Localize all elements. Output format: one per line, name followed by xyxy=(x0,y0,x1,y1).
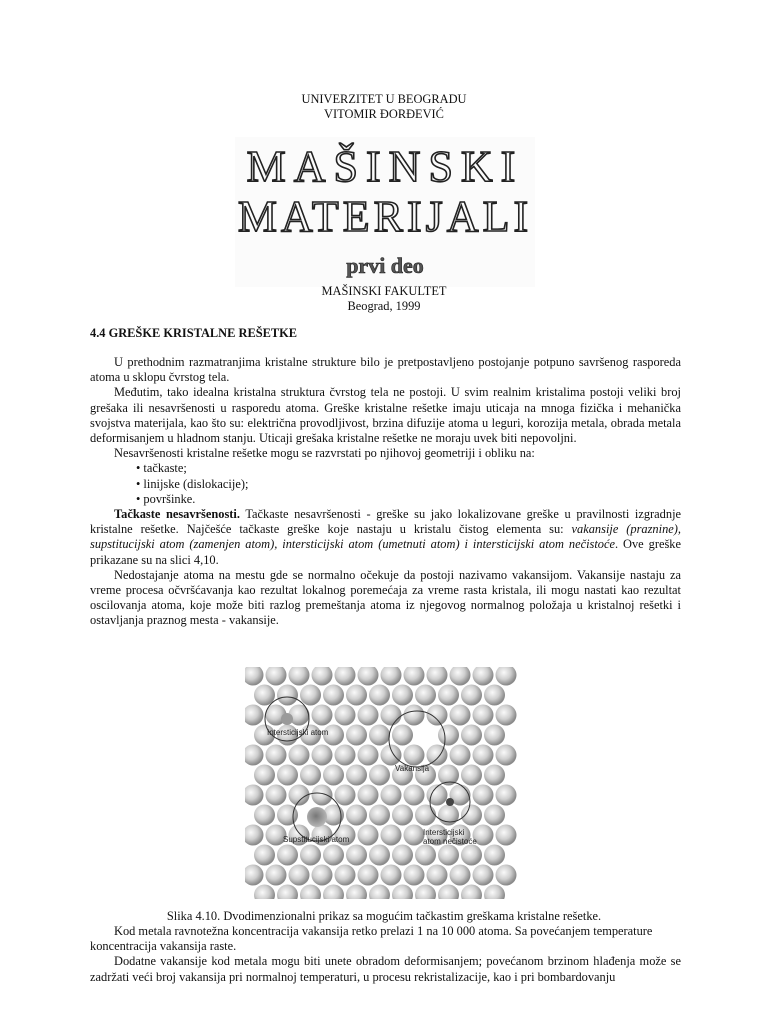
lattice-atom xyxy=(289,745,310,766)
lattice-atom xyxy=(312,705,333,726)
lattice-atom xyxy=(369,765,390,786)
lattice-atom xyxy=(484,765,505,786)
lattice-atom xyxy=(245,825,264,846)
lattice-atom xyxy=(254,885,275,900)
lattice-illustration xyxy=(245,667,521,899)
lattice-atom xyxy=(266,785,287,806)
paragraph-6: Kod metala ravnotežna koncentracija vakansija retko prelazi 1 na 10 000 atoma. Sa povećanjem temperature xyxy=(114,924,653,938)
lattice-atom xyxy=(404,745,425,766)
lattice-atom xyxy=(484,685,505,706)
paragraph-4-text-b: . Ove greške prikazane su na slici 4,10. xyxy=(90,537,681,567)
lattice-atom xyxy=(496,705,517,726)
lattice-atom xyxy=(245,865,264,886)
lattice-atom xyxy=(266,745,287,766)
lattice-atom xyxy=(312,785,333,806)
substitution-atom xyxy=(307,807,327,827)
lattice-atom xyxy=(392,725,413,746)
defect-type-list xyxy=(90,461,681,507)
lattice-atom xyxy=(312,865,333,886)
lattice-atom xyxy=(323,685,344,706)
lattice-atom xyxy=(358,785,379,806)
lattice-atom xyxy=(450,745,471,766)
paragraph-7: Dodatne vakansije kod metala mogu biti unete obradom deformisanjem; povećanom brzinom hlađenja može se zadržati veći broj vakansija pri normalnoj temperaturi, u procesu rekristalizacije, kao i pri bombardovanju xyxy=(90,954,681,984)
lattice-atom xyxy=(404,785,425,806)
label-substitution: Supstitucijski atom xyxy=(283,835,350,844)
lattice-atom xyxy=(346,765,367,786)
lattice-atom xyxy=(392,845,413,866)
logo-line1: MAŠINSKI xyxy=(246,142,524,191)
lattice-atom xyxy=(392,685,413,706)
lattice-atom xyxy=(254,845,275,866)
lattice-atom xyxy=(438,725,459,746)
lattice-atom xyxy=(346,685,367,706)
lattice-atom xyxy=(461,725,482,746)
lattice-atom xyxy=(381,825,402,846)
university-name: UNIVERZITET U BEOGRADU xyxy=(301,92,467,106)
lattice-atom xyxy=(358,865,379,886)
lattice-atom xyxy=(381,745,402,766)
lattice-atom xyxy=(289,865,310,886)
lattice-atom xyxy=(346,845,367,866)
paragraph-3: Nesavršenosti kristalne rešetke mogu se razvrstati po njihovoj geometriji i obliku na: xyxy=(114,446,535,461)
lattice-atom xyxy=(277,685,298,706)
lattice-atom xyxy=(335,745,356,766)
paragraph-4-bold: Tačkaste nesavršenosti. xyxy=(114,507,240,522)
paragraph-4 xyxy=(90,507,681,568)
book-title-logo-art xyxy=(235,137,535,287)
crystal-lattice-figure xyxy=(245,667,521,899)
lattice-atom xyxy=(277,765,298,786)
lattice-atom xyxy=(461,885,482,900)
paragraph-4-text-a: Tačkaste nesavršenosti - greške su jako lokalizovane greške u pravilnosti izgradnje kristalne rešetke. Najčešće tačkaste greške koje nastaju u kristalu čistog elementa su: xyxy=(90,507,682,537)
lattice-atom xyxy=(473,785,494,806)
body-text xyxy=(90,355,681,629)
lattice-atom xyxy=(461,765,482,786)
lattice-atom xyxy=(266,667,287,686)
lattice-atom xyxy=(346,805,367,826)
lattice-atom xyxy=(450,667,471,686)
lattice-atom xyxy=(335,705,356,726)
label-interstitial: Intersticijski atom xyxy=(267,728,329,737)
lattice-atom xyxy=(438,885,459,900)
place-year: Beograd, 1999 xyxy=(347,299,421,313)
section-title: 4.4 GREŠKE KRISTALNE REŠETKE xyxy=(90,326,298,340)
lattice-atom xyxy=(392,805,413,826)
lattice-atom xyxy=(300,765,321,786)
lattice-atom xyxy=(415,885,436,900)
lattice-atom xyxy=(335,865,356,886)
lattice-atom xyxy=(369,725,390,746)
paragraph-5: Nedostajanje atoma na mestu gde se normalno očekuje da postoji nazivamo vakansijom. Vakansije nastaju za vreme procesa očvršćavanja kao rezultat lokalnog poremećaja za vreme rasta kristala, ili mogu nastati kao rezultat oscilovanja atoma, koje može biti razlog premeštanja atoma iz njegovog normalnog položaja u kristalnoj rešetki i ostavljanja praznog mesta - vakansije. xyxy=(90,567,681,628)
interstitial-atom xyxy=(281,713,293,725)
label-impurity-2: atom nečistoće xyxy=(423,837,477,846)
figure-caption: Slika 4.10. Dvodimenzionalni prikaz sa mogućim tačkastim greškama kristalne rešetke. xyxy=(166,909,602,923)
lattice-atom xyxy=(300,845,321,866)
label-impurity-1: Intersticijski xyxy=(423,828,465,837)
lattice-atom xyxy=(473,745,494,766)
lattice-atom xyxy=(473,705,494,726)
lattice-atom xyxy=(381,865,402,886)
lattice-atom xyxy=(335,785,356,806)
lattice-atom xyxy=(323,765,344,786)
lattice-atom xyxy=(415,805,436,826)
lattice-atom xyxy=(289,667,310,686)
lattice-atom xyxy=(404,667,425,686)
lattice-atom xyxy=(381,667,402,686)
lattice-atom xyxy=(461,685,482,706)
lattice-atom xyxy=(392,885,413,900)
list-item: • površinke. xyxy=(136,491,196,506)
lattice-atom xyxy=(461,845,482,866)
lattice-atom xyxy=(300,685,321,706)
list-item: • linijske (dislokacije); xyxy=(136,476,249,491)
lattice-atom xyxy=(450,705,471,726)
lattice-atom xyxy=(369,805,390,826)
lattice-atom xyxy=(323,845,344,866)
lattice-atom xyxy=(369,885,390,900)
lattice-atom xyxy=(358,825,379,846)
lattice-atom xyxy=(245,667,264,686)
logo-line2: MATERIJALI xyxy=(237,192,533,241)
lattice-atom xyxy=(266,865,287,886)
lattice-atom xyxy=(461,805,482,826)
lattice-atom xyxy=(358,667,379,686)
lattice-atom xyxy=(438,685,459,706)
lattice-atom xyxy=(254,685,275,706)
logo-line3: prvi deo xyxy=(346,253,424,278)
lattice-atom xyxy=(404,865,425,886)
lattice-atom xyxy=(427,705,448,726)
paragraph-1: U prethodnim razmatranjima kristalne strukture bilo je pretpostavljeno postojanje potpuno savršenog rasporeda atoma u sklopu čvrstog tela. xyxy=(90,355,681,385)
paragraph-6-continued: koncentracija vakansija raste. xyxy=(90,939,237,954)
lattice-atom xyxy=(415,685,436,706)
lattice-atom xyxy=(254,765,275,786)
lattice-atom xyxy=(277,885,298,900)
atom-grid xyxy=(245,667,517,899)
lattice-atom xyxy=(254,805,275,826)
lattice-atom xyxy=(496,785,517,806)
lattice-atom xyxy=(323,885,344,900)
lattice-atom xyxy=(245,745,264,766)
lattice-atom xyxy=(484,845,505,866)
lattice-atom xyxy=(369,845,390,866)
lattice-atom xyxy=(473,667,494,686)
faculty-name: MAŠINSKI FAKULTET xyxy=(321,284,447,298)
lattice-atom xyxy=(450,865,471,886)
lattice-atom xyxy=(484,805,505,826)
label-vacancy: Vakansija xyxy=(395,764,430,773)
lattice-atom xyxy=(415,845,436,866)
lattice-atom xyxy=(496,667,517,686)
list-item: • tačkaste; xyxy=(136,461,187,476)
lattice-atom xyxy=(358,705,379,726)
paragraph-2: Međutim, tako idealna kristalna struktura čvrstog tela ne postoji. U svim realnim kristalima postoji veliki broj grešaka ili nesavršenosti u rasporedu atoma. Greške kristalne rešetke imaju uticaja na mnoga fizička i mehanička svojstva materijala, kao što su: električna provodljivost, brzina difuzije atoma u leguri, korozija metala, obrada metala deformisanjem u hladnom stanju. Uticaji grešaka kristalne rešetke ne moraju uvek biti nepovoljni. xyxy=(90,385,681,446)
lattice-atom xyxy=(346,885,367,900)
paragraph-4-italic: vakansije (praznine), supstitucijski atom (zamenjen atom), intersticijski atom (umetnuti atom) i intersticijski atom nečistoće xyxy=(90,522,681,552)
author-name: VITOMIR ĐORĐEVIĆ xyxy=(324,107,444,121)
lattice-atom xyxy=(484,725,505,746)
lattice-atom xyxy=(300,885,321,900)
lattice-atom xyxy=(245,705,264,726)
lattice-atom xyxy=(484,885,505,900)
lattice-atom xyxy=(438,845,459,866)
lattice-atom xyxy=(369,685,390,706)
lattice-atom xyxy=(427,745,448,766)
lattice-atom xyxy=(245,785,264,806)
lattice-atom xyxy=(427,667,448,686)
lattice-atom xyxy=(312,667,333,686)
lattice-atom xyxy=(346,725,367,746)
continued-text xyxy=(90,924,681,985)
lattice-atom xyxy=(473,865,494,886)
lattice-atom xyxy=(381,785,402,806)
lattice-atom xyxy=(496,865,517,886)
lattice-atom xyxy=(496,745,517,766)
lattice-atom xyxy=(381,705,402,726)
book-title-logo xyxy=(235,137,535,287)
lattice-atom xyxy=(427,865,448,886)
lattice-atom xyxy=(496,825,517,846)
lattice-atom xyxy=(277,845,298,866)
lattice-atom xyxy=(358,745,379,766)
lattice-atom xyxy=(404,705,425,726)
lattice-atom xyxy=(312,745,333,766)
lattice-atom xyxy=(335,667,356,686)
lattice-atom xyxy=(404,825,425,846)
impurity-atom xyxy=(446,798,454,806)
